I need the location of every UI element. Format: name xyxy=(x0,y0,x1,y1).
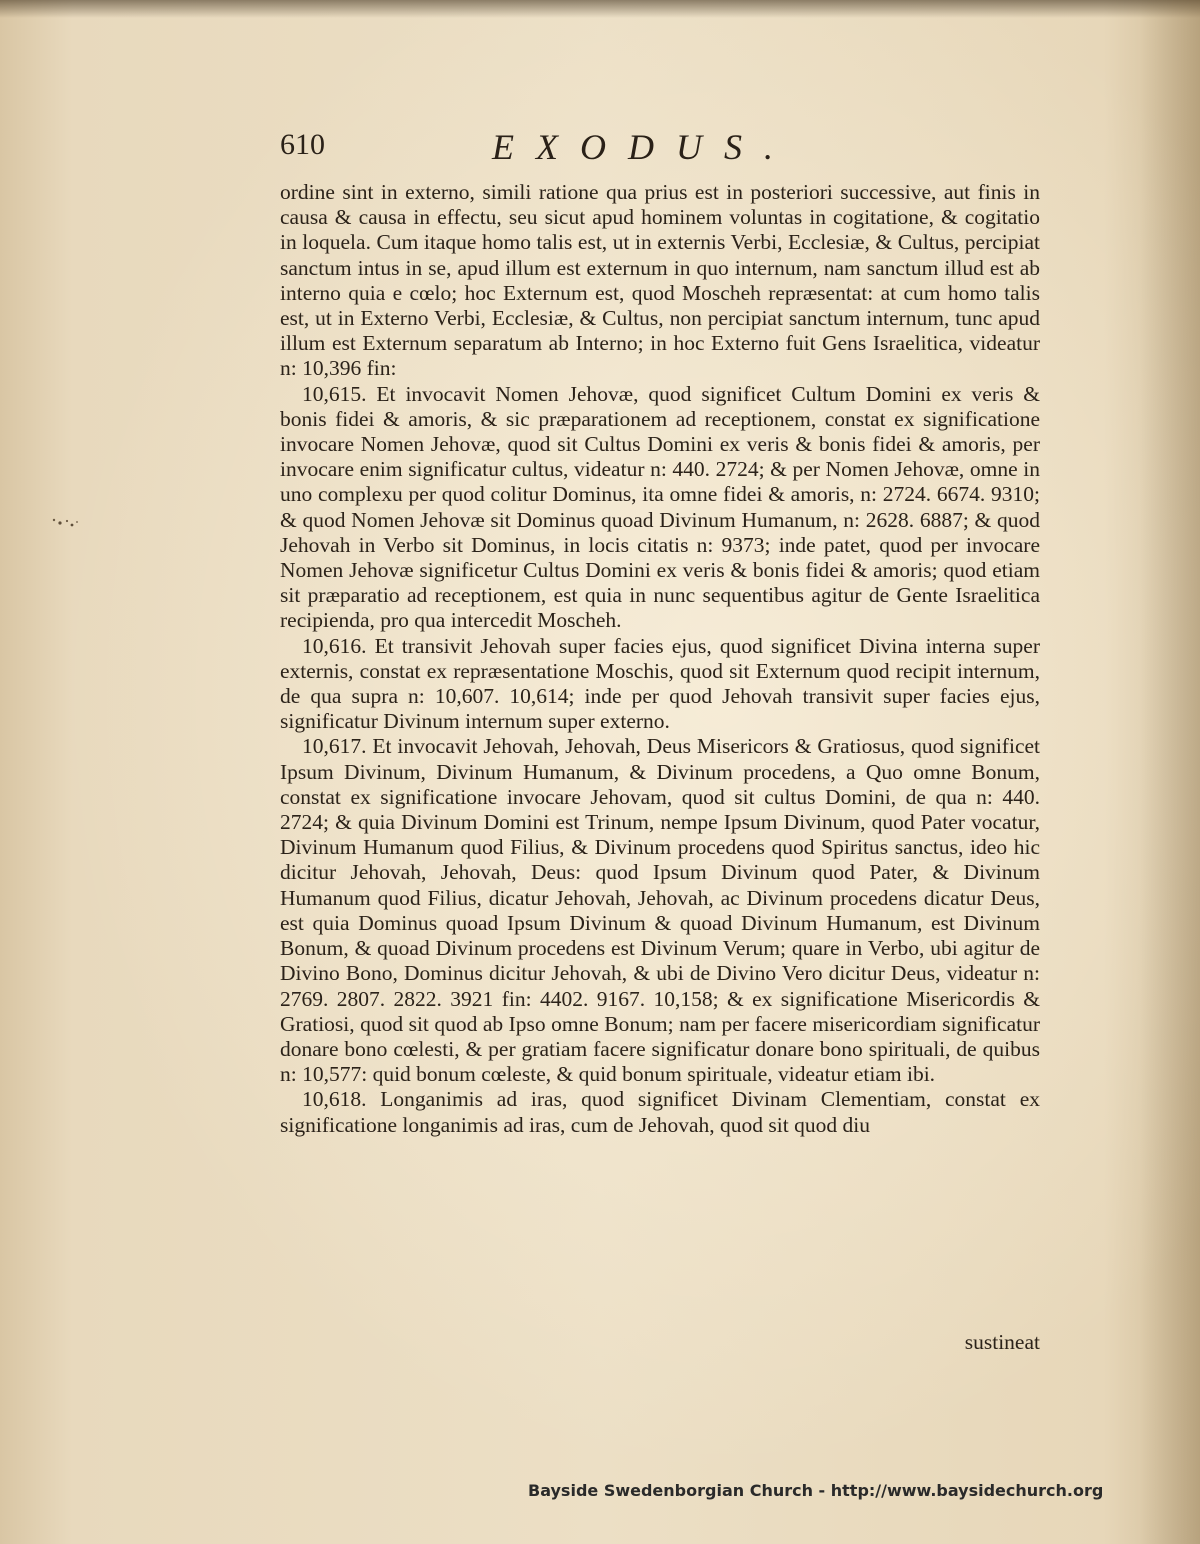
page-top-shadow xyxy=(0,0,1200,18)
paragraph-continuation: ordine sint in externo, simili ratione qua prius est in posteriori successive, aut finis in causa & causa in effectu, seu sicut apud hominem voluntas in cogitatione, & cogitatio in loquela. Cum itaque homo talis est, ut in externis Verbi, Ecclesiæ, & Cultus, percipiat sanctum intus in se, apud illum est externum in quo internum, nam sanctum illud est ab interno quia e cœlo; hoc Externum est, quod Moscheh repræsentat: at cum homo talis est, ut in Externo Verbi, Ecclesiæ, & Cultus, non percipiat sanctum internum, tunc apud illum est Externum separatum ab Interno; in hoc Externo fuit Gens Israelitica, videatur n: 10,396 fin: xyxy=(280,180,1040,381)
paragraph-10618: 10,618. Longanimis ad iras, quod significet Divinam Clementiam, constat ex significatione longanimis ad iras, cum de Jehovah, quod sit quod diu xyxy=(280,1087,1040,1137)
paragraph-10617: 10,617. Et invocavit Jehovah, Jehovah, Deus Misericors & Gratiosus, quod significet Ipsum Divinum, Divinum Humanum, & Divinum procedens, a Quo omne Bonum, constat ex significatione invocare Jehovam, quod sit cultus Domini, de qua n: 440. 2724; & quia Divinum Domini est Trinum, nempe Ipsum Divinum, quod Pater vocatur, Divinum Humanum quod Filius, & Divinum procedens quod Spiritus sanctus, ideo hic dicitur Jehovah, Jehovah, Deus: quod Ipsum Divinum quod Pater, & Divinum Humanum quod Filius, dicatur Jehovah, Jehovah, ac Divinum procedens dicatur Deus, est quia Dominus quoad Ipsum Divinum & quoad Divinum Humanum, est Divinum Bonum, & quoad Divinum procedens est Divinum Verum; quare in Verbo, ubi agitur de Divino Bono, Dominus dicitur Jehovah, & ubi de Divino Vero dicitur Deus, videatur n: 2769. 2807. 2822. 3921 fin: 4402. 9167. 10,158; & ex significatione Misericordis & Gratiosi, quod sit quod ab Ipso omne Bonum; nam per facere misericordiam significatur donare bono cœlesti, & per gratiam facere significatur donare bono spirituali, de quibus n: 10,577: quid bonum cœleste, & quid bonum spirituale, videatur etiam ibi. xyxy=(280,734,1040,1087)
running-title: EXODUS. xyxy=(492,127,795,167)
paragraph-10615: 10,615. Et invocavit Nomen Jehovæ, quod significet Cultum Domini ex veris & bonis fidei & amoris, & sic præparationem ad receptionem, constat ex significatione invocare Nomen Jehovæ, quod sit Cultus Domini ex veris & bonis fidei & amoris, per invocare enim significatur cultus, videatur n: 440. 2724; & per Nomen Jehovæ, omne in uno complexu per quod colitur Dominus, ita omne fidei & amoris, n: 2724. 6674. 9310; & quod Nomen Jehovæ sit Dominus quoad Divinum Humanum, n: 2628. 6887; & quod Jehovah in Verbo sit Dominus, in locis citatis n: 9373; inde patet, quod per invocare Nomen Jehovæ significetur Cultus Domini ex veris & bonis fidei & amoris; quod etiam sit præparatio ad receptionem, est quia in nunc sequentibus agitur de Gente Israelitica recipienda, pro qua intercedit Moscheh. xyxy=(280,381,1040,633)
catchword: sustineat xyxy=(964,1330,1040,1354)
body-text xyxy=(280,180,1040,1138)
ink-speck-mark xyxy=(48,514,82,530)
paragraph-10616: 10,616. Et transivit Jehovah super facies ejus, quod significet Divina interna super externis, constat ex repræsentatione Moschis, quod sit Externum quod recipit internum, de qua supra n: 10,607. 10,614; inde per quod Jehovah transivit super facies ejus, significatur Divinum internum super externo. xyxy=(280,633,1040,734)
page-gutter-shadow xyxy=(1140,0,1200,1544)
footer-credit: Bayside Swedenborgian Church - http://www.baysidechurch.org xyxy=(528,1481,1104,1500)
page-header xyxy=(280,128,1060,172)
page-number: 610 xyxy=(280,128,325,161)
